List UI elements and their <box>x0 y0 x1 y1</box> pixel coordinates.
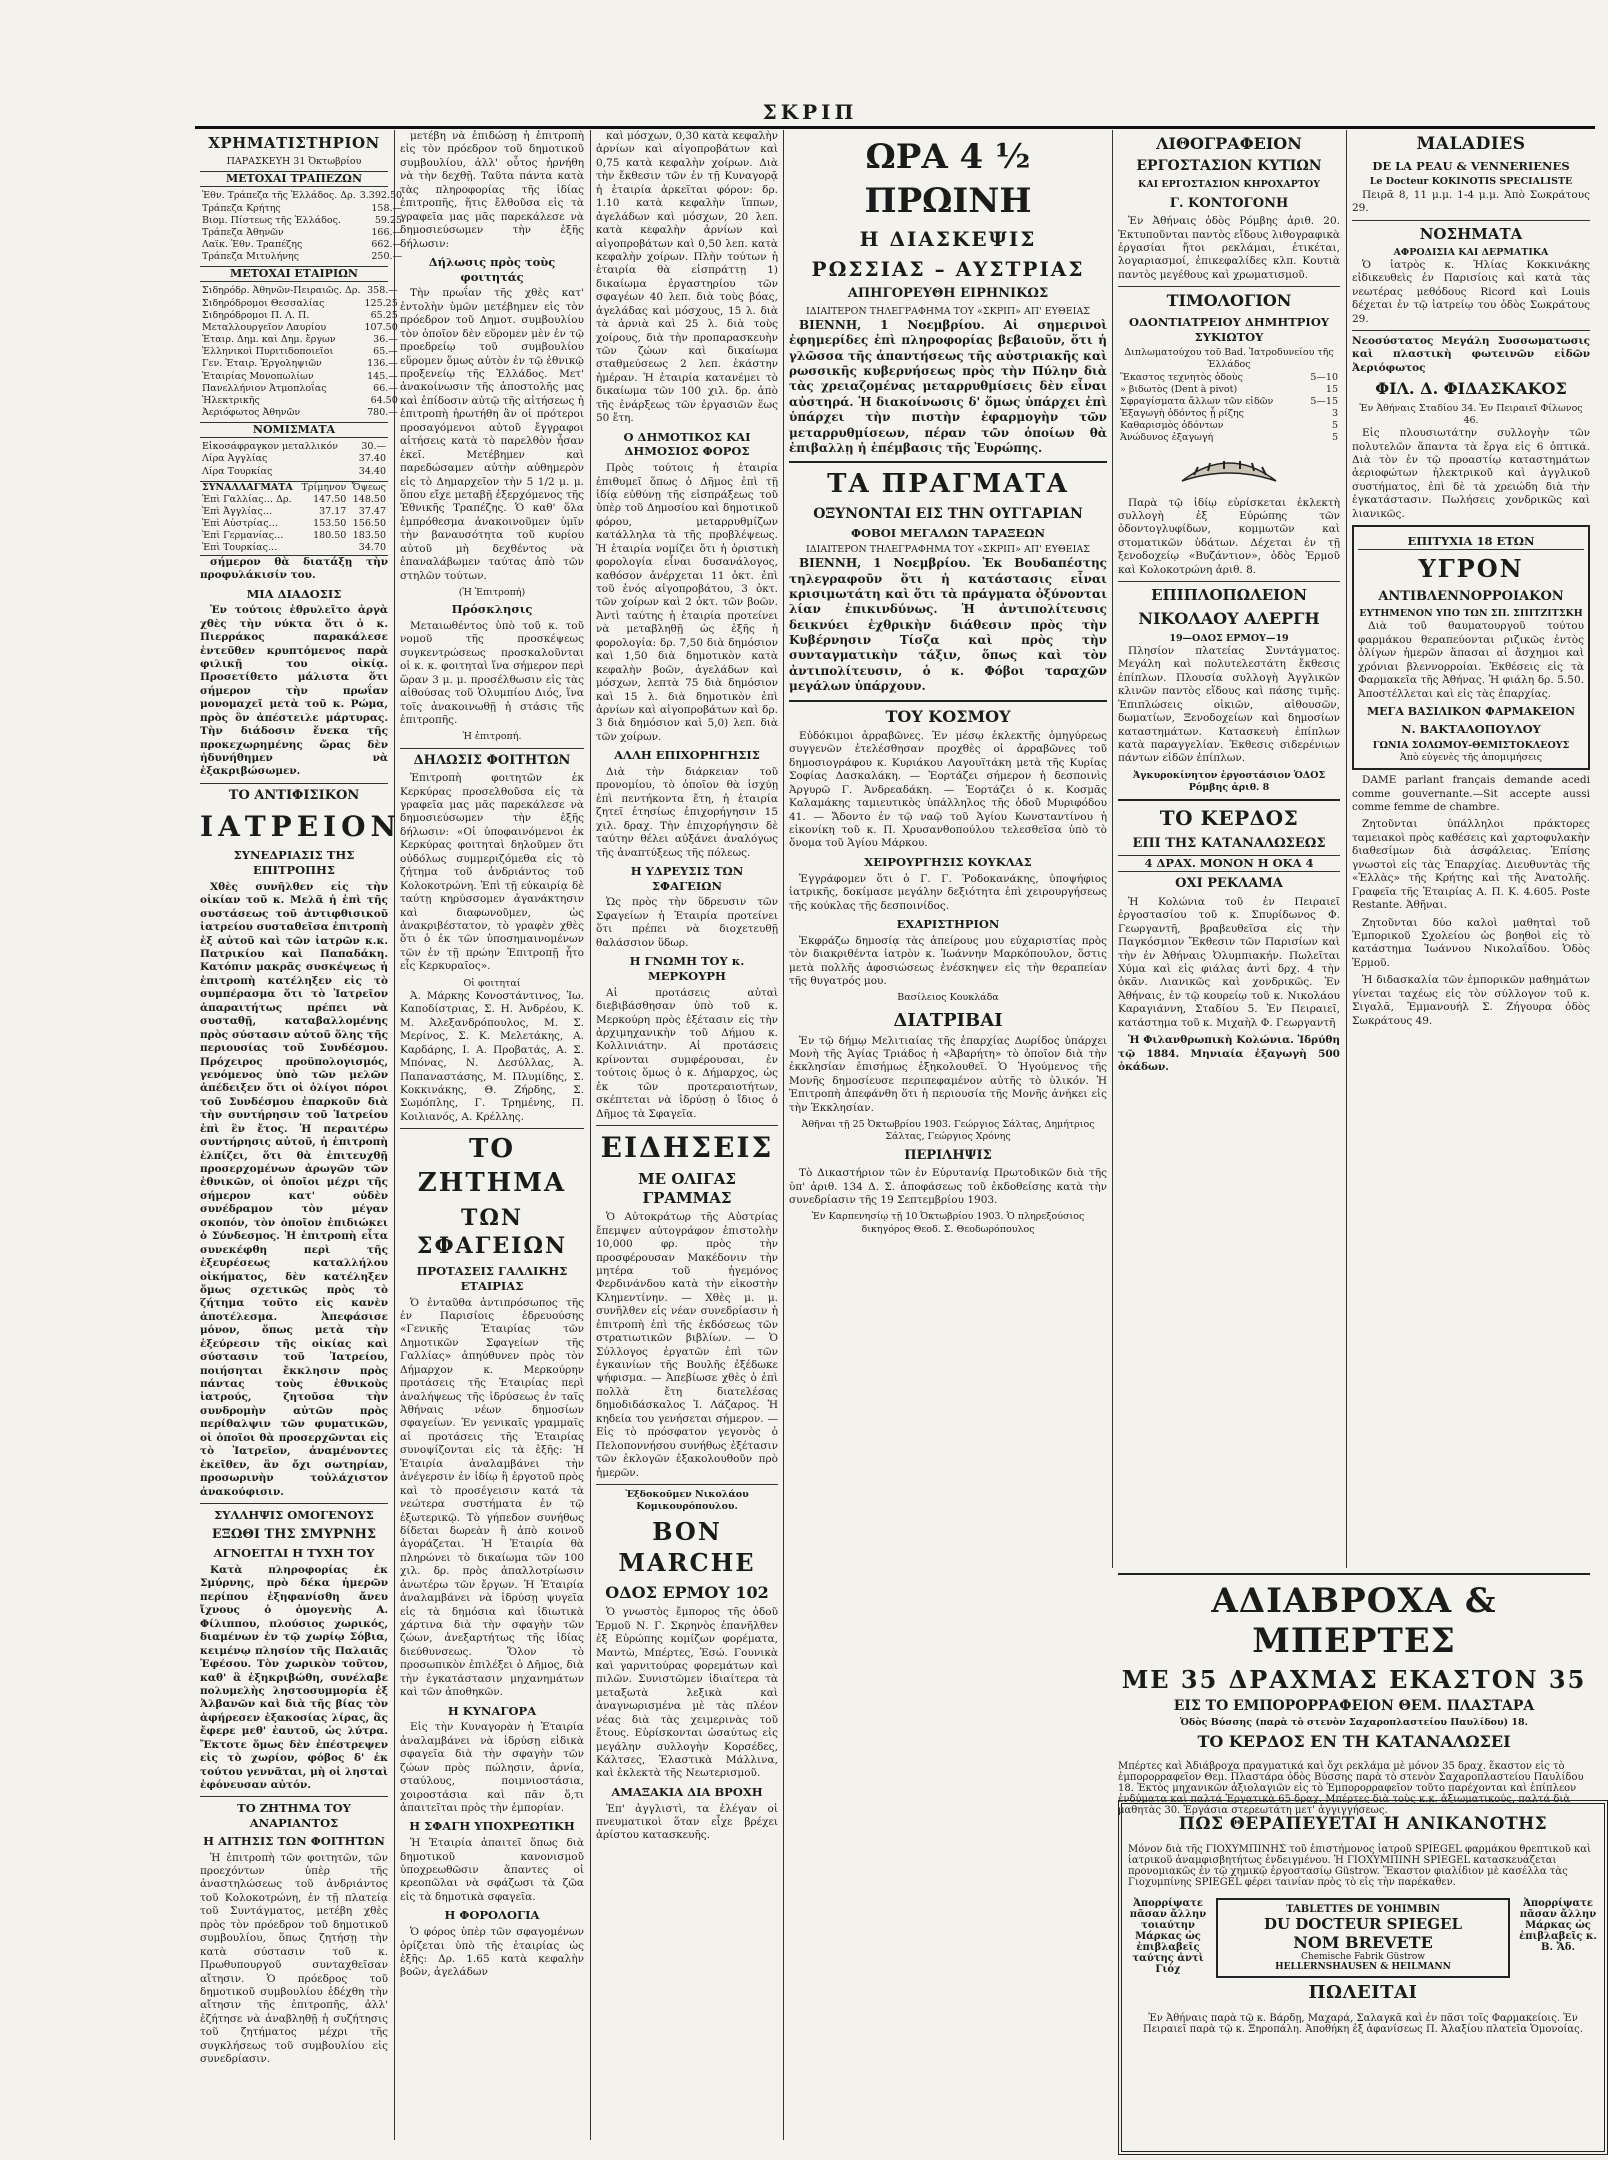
table-row <box>200 239 404 251</box>
newspaper-title: ΣΚΡΙΠ <box>762 100 858 124</box>
ad-headline: ΠΩΣ ΘΕΡΑΠΕΥΕΤΑΙ Η ΑΝΙΚΑΝΟΤΗΣ <box>1178 1814 1548 1834</box>
ad-headline: ΕΠΙΠΛΟΠΩΛΕΙΟΝ <box>1151 586 1307 605</box>
table-row <box>1118 384 1340 396</box>
table-cell: 250.— <box>371 251 403 263</box>
table-cell: Ὄψεως <box>351 481 386 493</box>
ad-owner: Γ. ΚΟΝΤΟΓΟΝΗ <box>1169 195 1289 211</box>
divider <box>1352 220 1590 221</box>
ad-address: 19—ΟΔΟΣ ΕΡΜΟΥ—19 <box>1169 632 1289 644</box>
ad-headline: ΤΙΜΟΛΟΓΙΟΝ <box>1166 291 1292 311</box>
table-cell: 37.40 <box>358 453 386 465</box>
article-subheading: Η ΣΦΑΓΗ ΥΠΟΧΡΕΩΤΙΚΗ <box>409 1819 575 1834</box>
currency-table <box>200 441 388 477</box>
table-row <box>200 298 400 310</box>
table-cell: 158.— <box>371 202 403 214</box>
ad-address: ΓΩΝΙΑ ΣΟΛΩΜΟΥ-ΘΕΜΙΣΤΟΚΛΕΟΥΣ <box>1372 739 1570 751</box>
table-cell: 37.17 <box>319 506 347 518</box>
side-note-right: Ἀπορρίψατε πᾶσαν ἄλλην Μάρκας ὡς ἐπιβλαβεῖς κ. Β. Ἄδ. <box>1519 1898 1597 1953</box>
signature: Βασίλειος Κουκλάδα <box>897 992 999 1004</box>
ad-headline: ΠΩΛΕΙΤΑΙ <box>1308 1982 1418 2003</box>
table-cell: Λίρα Τουρκίας <box>202 465 273 477</box>
table-row <box>200 285 400 297</box>
label-text: Chemische Fabrik Güstrow <box>1301 1952 1425 1962</box>
table-cell: 5 <box>1331 420 1338 432</box>
ad-text: Εἰς πλουσιωτάτην συλλογὴν τῶν πολυτελῶν ἅπαντα τὰ ἔργα εἰς 6 ὀπτικά. Διὰ τὸν ἐν τῷ προαστίῳ καταστημάτων ἀεριοφώτων ἠλεκτρικοῦ καὶ ἀγγλικοῦ συστήματος, ἐπὶ δὲ τὰ χρειώδη διὰ τὴν ἐγκατάστασιν. Πωλήσεις χονδρικῶς καὶ λιανικῶς. <box>1352 427 1590 520</box>
article-text: Εὐδόκιμοι ἀρραβῶνες. Ἐν μέσῳ ἐκλεκτῆς ὁμηγύρεως συγγενῶν ἐτελέσθησαν προχθὲς οἱ ἀρραβῶνες τοῦ δημοσιογράφου κ. Κυριάκου Λαγουϊτάκη μετὰ τῆς Κυρίας Σοφίας Δασκαλάκη. — Ἑορτάζει σήμερον ἡ δεσποινὶς Ἀργυρῶ Γ. Ἀνδρεαδάκη. — Ἑορτάζει ὁ κ. Κοσμᾶς Καλαμάκης ταμιευτικὸς ὑπάλληλος τῆς ὁδοῦ Μυριφόδου 41. — Ἄδοντο ἐν τῷ ναῷ τοῦ Ἁγίου Κωνσταντίνου ἡ εἰκονίκη τοῦ κ. Π. Χρυσανθοπούλου τελεσθεῖσα ὑπὸ τὸ ὄνομα τοῦ Ἁγίου Μάρκου. <box>789 729 1107 850</box>
table-row <box>1118 420 1340 432</box>
table-row <box>1118 396 1340 408</box>
ad-text: Παρὰ τῷ ἰδίῳ εὑρίσκεται ἐκλεκτὴ συλλογὴ ἐξ Εὐρώπης τῶν ὀδοντογλυφίδων, κομμωτῶν καὶ στοματικῶν ὑδάτων. Δέχεται ἐν τῇ ξενοδοχείῳ «Βυζάντιον», ὁδὸς Ἑρμοῦ καὶ Κολοκοτρώνη ἀριθ. 8. <box>1118 496 1340 576</box>
table-cell: 3.392.50 <box>359 190 403 202</box>
ad-subheading: Διπλωματούχου τοῦ Bad. Ἰατροδυνείου τῆς Ἑλλάδος <box>1124 347 1334 371</box>
currency-title: ΝΟΜΙΣΜΑΤΑ <box>200 422 388 438</box>
signature: Ἡ ἐπιτροπή. <box>462 731 522 743</box>
article-text: καὶ μόσχων, 0,30 κατὰ κεφαλὴν ἀρνίων καὶ αἰγοπροβάτων καὶ 0,75 κατὰ κεφαλὴν χοίρων. Διὰ τὴν ἔκθεσιν τῶν ἐν τῇ Κυναγορᾷ ἡ ἑταιρία ἀρκεῖται φόρον: δρ. 1.10 κατὰ κεφαλὴν ἵππων, ἀγελάδων καὶ μόσχων, 20 λεπ. κατὰ κεφαλὴν ἀρνίων καὶ αἰγοπροβάτων καὶ 0,50 λεπ. κατὰ κεφαλὴν χοίρων. Πλὴν τούτων ἡ ἑταιρία θὰ εἰσπράττῃ 1) δικαίωμα ἐργαστηρίου τῶν σφαγέων 40 λεπ. διὰ τοὺς βόας, ἀγελάδας καὶ μόσχους, 15 λ. διὰ τὰ ἀρνιὰ καὶ 25 λ. διὰ τοὺς χοίρους, διὰ τὴν προπαρασκευὴν τῶν ζώων καὶ δικαίωμα σταθμεύσεως 2 λεπ. ἑκάστην ἡμέραν. Ἡ ἑταιρία κατανέμει τὸ δικαίωμα τῶν 100 χιλ. δρ. ἀπὸ τῆς ἐνάρξεως τῶν ἐργασιῶν ἕως 50 ἔτη. <box>596 130 778 425</box>
table-cell: Ἐπὶ Γαλλίας… Δρ. <box>202 493 292 505</box>
telegram-line: ΙΔΙΑΙΤΕΡΟΝ ΤΗΛΕΓΡΑΦΗΜΑ ΤΟΥ «ΣΚΡΙΠ» ΑΠ' ΕΥΘΕΙΑΣ <box>805 544 1091 556</box>
article-heading: ΜΙΑ ΔΙΑΔΟΣΙΣ <box>246 586 342 601</box>
ad-headline: ΛΙΘΟΓΡΑΦΕΙΟΝ <box>1156 134 1302 153</box>
column-divider <box>590 130 591 2140</box>
table-cell: Γεν. Ἑταιρ. Ἐργοληψιῶν <box>202 358 322 370</box>
ad-text: Ἀπὸ εὐγενὲς τῆς ἀπομιμήσεις <box>1399 751 1543 763</box>
column-divider <box>1346 130 1347 1568</box>
table-row <box>200 203 404 215</box>
table-cell: 34.40 <box>358 465 386 477</box>
masthead-rule <box>195 126 1595 129</box>
signature: Ἀθῆναι τῇ 25 Ὀκτωβρίου 1903. Γεώργιος Σάλτας, Δημήτριος Σάλτας, Γεώργιος Χρόνης <box>801 1119 1095 1143</box>
fx-table <box>200 481 388 556</box>
bank-shares-table <box>200 190 404 263</box>
breaking-headline: ΩΡΑ 4 ½ ΠΡΩΙΝΗ <box>864 137 1032 221</box>
article-subheading: ΑΛΛΗ ΕΠΙΧΟΡΗΓΗΣΙΣ <box>614 748 760 763</box>
ad-price: 4 ΔΡΑΧ. ΜΟΝΟΝ Η ΟΚΑ 4 <box>1118 855 1340 872</box>
column-4 <box>789 130 1107 1565</box>
table-cell: Ἐπὶ Τουρκίας… <box>202 542 278 554</box>
article-subheading: ΜΕ ΟΛΙΓΑΣ ΓΡΑΜΜΑΣ <box>638 1169 736 1208</box>
ad-subheading: ΕΠΙ ΤΗΣ ΚΑΤΑΝΑΛΩΣΕΩΣ <box>1132 835 1326 851</box>
ad-text: Ἡ διδασκαλία τῶν ἐμπορικῶν μαθημάτων γίνεται ταχέως εἰς τὸν σύλλογον τοῦ κ. Σιγαλᾶ, Ἐμμανουήλ Σ. Ζήγουρα ὁδὸς Σωκράτους 49. <box>1352 974 1590 1027</box>
table-cell: 64.50 <box>370 394 398 406</box>
masthead <box>0 0 1600 130</box>
article-text: ΒΙΕΝΝΗ, 1 Νοεμβρίου. Αἱ σημερινοὶ ἐφημερίδες ἐπὶ πληροφορίας βεβαιοῦν, ὅτι ἡ γλῶσσα τῆς ἀπαντήσεως τῆς αὐστριακῆς καὶ ρωσσικῆς κυβερνήσεως πρὸς τὴν Πύλην διὰ τὰς χρειαζομένας μεταρρυθμίσεις δὲν εἶναι αὐστηρά. Ἡ διακοίνωσις δ' ὅμως ὑπάρχει ἐπὶ ὑπάρχει τὴν πιστὴν ἐφαρμογὴν τῶν μεταρρυθμίσεων, πέραν τῶν ὁποίων θὰ ἐπιβαλλῃ ἡ ἐπέμβασις τῆς Ἐυρώπης. <box>789 318 1107 455</box>
ad-text: Μόνον διὰ τῆς ΓΙΟΧΥΜΠΙΝΗΣ τοῦ ἐπιστήμονος ἰατροῦ SPIEGEL φαρμάκου θρεπτικοῦ καὶ ἰατρικοῦ ἀναμφισβητήτως ἐνδειγμένου. Ἡ ΓΙΟΧΥΜΠΙΝΗ SPIEGEL κατασκευάζεται προνομιακῶς ἐν τῷ χημικῷ ἐργοστασίῳ Güstrow. Ἕκαστον φιαλίδιον μὲ κασέλλα τὰς Γιοχυμπίνης SPIEGEL φέρει ταινίαν πρὸς τὸ εἰς τὴν παρέκαθεν. <box>1128 1844 1591 1888</box>
column-divider <box>394 130 395 2140</box>
article-text: Τὴν πρωΐαν τῆς χθὲς κατ' ἐντολὴν ὑμῶν μετέβημεν εἰς τὸν πρόεδρον τοῦ Δημοτ. συμβουλίου τὸν ὁποῖον δὲν εὕρομεν μὲν ἐν τῷ προεδρείῳ τοῦ συμβουλίου εὕρομεν ὅμως αὐτὸν ἐν τῷ ἐθνικῷ προξενείῳ τῆς Ἑλλάδος. Μετ' ἀνακοίνωσιν τῆς ἀποστολῆς μας καὶ ἐπίδοσιν αὐτῷ τῆς αἰτήσεως ἡ ἐπιτροπὴ ἠρωτήθη ἂν οἱ πρότεροι προσαγόμενοι αὐτοῦ ἔγγραφοι αἰτήσεις κατὰ τὸ παρελθὸν ἦσαν ἐκεῖ. Μετέβημεν καὶ παρεδώσαμεν αὐτὴν αὐθημερὸν εἰς τὸ Δημαρχεῖον τὴν 5 1/2 μ. μ. ὅπου εἴχε μεταβῇ ἐξερχόμενος τῆς Ἐθνικῆς Τραπέζης. Ὁ καθ' ὅλα ἐμπρόθεσμα ἀνακοινοῦμεν ὑμῖν τὴν βαναυσότητα τοῦ κυρίου αὐτοῦ μὴ δεχθέντος νὰ ἐπαναλάβωμεν ταύτας ἀπὸ τῶν στηλῶν τούτων. <box>400 287 584 582</box>
ad-subheading: ΑΦΡΟΔΙΣΙΑ ΚΑΙ ΔΕΡΜΑΤΙΚΑ <box>1393 246 1549 258</box>
table-cell: 148.50 <box>352 493 386 505</box>
article-text: Ἡ ἐπιτροπὴ τῶν φοιτητῶν, τῶν προεχόντων ὑπὲρ τῆς ἀναστηλώσεως τοῦ ἀνδριάντος τοῦ Κολοκοτρώνη, ἐν τῇ πλατείᾳ τοῦ Συντάγματος, μετέβη χθὲς πρὸς τὸν πρόεδρον τοῦ δημοτικοῦ συμβουλίου, ὅπως ζητήσῃ τὴν κατὰ σύστασιν τοῦ κ. Πρωθυπουργοῦ συνταχθεῖσαν αἴτησιν. Ὁ πρόεδρος τοῦ δημοτικοῦ συμβουλίου ἐδέχθη τὴν αἴτησιν τῆς ἐπιτροπῆς, ἀλλ' ἐζήτησε νὰ ἀναβληθῇ ἡ συζήτησις τοῦ ζητήματος μέχρι τῆς συγκλήσεως τοῦ συμβουλίου εἰς συνεδρίασιν. <box>200 1851 388 2066</box>
table-cell: Ἐπὶ Αὐστρίας… <box>202 518 279 530</box>
article-heading: Πρόσκλησις <box>451 602 533 617</box>
table-row <box>200 334 400 346</box>
article-heading: ΕΧΑΡΙΣΤΗΡΙΟΝ <box>896 916 1000 931</box>
article-subheading: ΑΓΝΟΕΙΤΑΙ Η ΤΥΧΗ ΤΟΥ <box>213 1546 375 1561</box>
divider <box>789 700 1107 702</box>
table-cell: Σιδηρόδρ. Ἀθηνῶν-Πειραιῶς. Δρ. <box>202 285 361 297</box>
table-cell: Τράπεζα Κρήτης <box>202 202 281 214</box>
table-cell: Καθαρισμὸς ὀδόντων <box>1120 420 1224 432</box>
ad-owner: ΦΙΛ. Δ. ΦΙΔΑΣΚΑΚΟΣ <box>1375 379 1567 399</box>
article-text: Τὸ Δικαστήριον τῶν ἐν Εὐρυτανίᾳ Πρωτοδικῶν διὰ τῆς ὑπ' ἀριθ. 134 Δ. Σ. ἀποφάσεως τοῦ ἐκδοθείσης κατὰ τὴν συνεδρίασιν τῆς 19 Σεπτεμβρίου 1903. <box>789 1167 1107 1207</box>
column-divider <box>783 130 784 2140</box>
ad-subheading: ΕΥΤΗΜΕΝΟΝ ΥΠΟ ΤΩΝ ΣΠ. ΣΠΙΤΖΙΤΣΚΗ <box>1359 608 1583 620</box>
article-heading: ΤΟ ΖΗΤΗΜΑ ΤΟΥ ΑΝΑΡΙΑΝΤΟΣ <box>237 1801 351 1831</box>
article-text: ΒΙΕΝΝΗ, 1 Νοεμβρίου. Ἐκ Βουδαπέστης τηλεγραφοῦν ὅτι ἡ κατάστασις εἶναι κρισιμωτάτη καὶ ὅτι τὰ πράγματα ὀξύνονται λίαν ἐπικινδύνως. Ἡ ἀντιπολίτευσις δεικνύει ἐχθρικὴν διάθεσιν πρὸς τὴν Κυβέρνησιν Τίσζα καὶ πρὸς τὴν συνταγματικὴν τάξιν, ὅπως καὶ τὸν ἀντιπολίτευσιν, ὁ κ. Φόβοι ταραχῶν μεγάλων ὑπάρχουν. <box>789 556 1107 694</box>
signature: (Ἡ Ἐπιτροπή) <box>458 587 526 598</box>
table-cell: 65.— <box>373 346 398 358</box>
company-shares-title: ΜΕΤΟΧΑΙ ΕΤΑΙΡΙΩΝ <box>200 266 388 282</box>
table-cell: Σιδηρόδρομοι Θεσσαλίας <box>202 297 325 309</box>
divider <box>596 1484 778 1485</box>
ad-address: Ὁδὸς Βύσσης (παρὰ τὸ στενὸν Σαχαροπλαστείου Παυλίδου) 18. <box>1180 1717 1528 1728</box>
table-row <box>200 358 400 370</box>
divider <box>400 748 584 749</box>
article-headline: ΠΕΡΙΛΗΨΙΣ <box>904 1147 992 1163</box>
table-cell: 183.50 <box>352 530 386 542</box>
article-subheading: ΟΞΥΝΟΝΤΑΙ ΕΙΣ ΤΗΝ ΟΥΓΓΑΡΙΑΝ <box>813 505 1083 522</box>
table-cell: 662.— <box>371 239 403 251</box>
ad-text: Ἐν Ἀθήναις ὁδὸς Ρόμβης ἀριθ. 20. Ἐκτυποῦνται παντὸς εἴδους λιθογραφικὰ ἐργασίαι ἤτοι ρεκλάμαι, ἐτικέται, λογαριασμοί, ἐπικεφαλίδες κλπ. Κουτιὰ παντὸς μεγέθους καὶ χρωματισμοῦ. <box>1118 215 1340 281</box>
table-cell: Ἀνώδυνος ἐξαγωγή <box>1120 432 1214 444</box>
table-row <box>200 441 388 453</box>
ad-subheading: ΤΟ ΚΕΡΔΟΣ ΕΝ ΤΗ ΚΑΤΑΝΑΛΩΣΕΙ <box>1197 1732 1511 1751</box>
table-cell: Ἑταιρίας Μονοπωλίων <box>202 370 314 382</box>
table-row <box>200 506 388 518</box>
price-table <box>1118 372 1340 445</box>
table-cell: Ἐπὶ Ἀγγλίας… <box>202 506 273 518</box>
table-row <box>200 383 400 395</box>
ad-headline: ΝΟΣΗΜΑΤΑ <box>1419 224 1523 243</box>
table-cell: ΣΥΝΑΛΛΑΓΜΑΤΑ <box>202 481 293 493</box>
table-cell: Ἐξαγωγὴ ὀδόντος ᾗ ρίζης <box>1120 408 1244 420</box>
column-1 <box>200 130 403 2130</box>
article-text: μετέβη νὰ ἐπιδώσῃ ἡ ἐπιτροπὴ εἰς τὸν πρόεδρον τοῦ δημοτικοῦ συμβουλίου, ἀλλ' οὗτος ἠρνήθη νὰ τὴν δεχθῇ. Ταῦτα πάντα κατὰ τὰς πληροφορίας τῆς ἰδίας ἐπιτροπῆς, ἥτις ἔλθοῦσα εἰς τὰ γραφεῖα μας μᾶς παρεκάλεσε νὰ δημοσιεύσωμεν τὴν ἑξῆς δήλωσιν: <box>400 130 584 250</box>
ad-owner: ΝΙΚΟΛΑΟΥ ΑΛΕΡΓΗ <box>1138 609 1320 629</box>
ad-price: ΜΕ 35 ΔΡΑΧΜΑΣ ΕΚΑΣΤΟΝ 35 <box>1121 1665 1587 1694</box>
article-text: Αἱ προτάσεις αὐταὶ διεβιβάσθησαν ὑπὸ τοῦ κ. Μερκούρη πρὸς ἐξέτασιν εἰς τὴν ἀρχιμηχανικὴν τοῦ Δήμου κ. Κολλινιάτην. Αἱ προτάσεις κρίνονται συμφέρουσαι, ἐν τούτοις ὅμως ὁ κ. Δήμαρχος, ὡς ἐκ τῶν προτεραιοτήτων, σκέπτεται νὰ ἱδρύσῃ ὁ ἴδιος ὁ Δῆμος τὰ Σφαγεῖα. <box>596 986 778 1120</box>
article-headline: ΕΞΩΘΙ ΤΗΣ ΣΜΥΡΝΗΣ <box>211 1526 377 1542</box>
label-text: NOM BREVETE <box>1293 1933 1433 1952</box>
table-cell: 3 <box>1331 408 1338 420</box>
ad-text: Νεοσύστατος Μεγάλη Συσσωματωσις καὶ πλαστικὴ φωτεινῶν εἰδῶν Ἀεριόφωτος <box>1352 335 1590 374</box>
divider <box>1352 330 1590 331</box>
divider <box>1118 799 1340 801</box>
article-text: Χθὲς συνῆλθεν εἰς τὴν οἰκίαν τοῦ κ. Μελᾶ ἡ ἐπὶ τῆς συστάσεως τοῦ ἀντιφθισικοῦ ἰατρείου συσταθεῖσα ἐπιτροπὴ ἐξ αὐτοῦ καὶ τῶν ἰατρῶν κ.κ. Πατρικίου καὶ Παπαδάκη. Κατόπιν μακρᾶς συσκέψεως ἡ ἐπιτροπὴ κατέληξεν εἰς τὸ συμπέρασμα ὅτι τὸ Ἰατρεῖον ἀπαραιτήτως πρέπει νὰ συσταθῇ, καταβαλλομένης πρὸς σύστασιν αὐτοῦ ὅλης τῆς περιουσίας τοῦ Συνδέσμου. Πρόχειρος προϋπολογισμός, γενόμενος ὑπὸ τῶν μελῶν ἀπέδειξεν ὅτι οἱ ὀλίγοι πόροι τοῦ Συνδέσμου ἐπαρκοῦν διὰ τὴν συντήρησιν τοῦ Ἰατρείου ἐπὶ ἓν ἔτος. Ἡ περαιτέρω συντήρησις αὐτοῦ, ἡ ἐπιτροπὴ ἐλπίζει, ὅτι θὰ ἐπιτευχθῇ προσερχομένων ἀρωγῶν τῶν ἐθνικῶν, οἱ ὁποῖοι μέχρι τῆς σήμερον κατ' οὐδὲν συνέδραμον τὸν μέγαν σκοπόν, τὸν ὁποῖον ἐπιδιώκει ὁ Σύνδεσμος. Ἡ ἐπιτροπὴ εἶτα συνεκέφθη περὶ τῆς ἐξευρέσεως καταλλήλου οἰκήματος, δὲν κατέληξεν ὅμως σχετικῶς πρὸς τὸ ζήτημα τοῦτο εἰς κανὲν ἀποτέλεσμα. Ἀπεφάσισε μόνον, ὅπως μετὰ τὴν ἐξεύρεσιν τῆς οἰκίας καὶ σύστασιν τοῦ Ἰατρείου, ποιήσηται ἔκκλησιν πρὸς πάντας τοὺς ἐθνικοὺς ἰατρούς, ζητοῦσα τὴν συνδρομὴν αὐτῶν πρὸς περίθαλψιν τῶν φυματικῶν, οἱ ὁποῖοι θὰ προσερχῶνται εἰς τὸ Ἰατρεῖον, ἀναμένοντες ἐκεῖθεν, ἂν ὄχι σωτηρίαν, προσωρινὴν τοὐλάχιστον ἀνακούφισιν. <box>200 880 388 1498</box>
ad-text: Ἡ Φιλανθρωπικὴ Κολώνια. Ἱδρύθη τῷ 1884. Μηνιαία ἐξαγωγὴ 500 ὀκάδων. <box>1118 1034 1340 1073</box>
article-headline: ΤΟΥ ΚΟΣΜΟΥ <box>885 706 1011 726</box>
article-headline: ΤΑ ΠΡΑΓΜΑΤΑ <box>827 469 1069 500</box>
ad-text: Πλησίον πλατείας Συντάγματος. Μεγάλη καὶ πολυτελεστάτη ἔκθεσις ἐπίπλων. Πλουσία συλλογὴ Ἀγγλικῶν κλινῶν παντὸς εἴδους καὶ πάσης τιμῆς. Ἐπιπλώσεις οἰκιῶν, αἰθουσῶν, δωματίων, Ξενοδοχείων καὶ δημοσίων καταστημάτων. Κατασκευὴ ἐπίπλων κατὰ παραγγελίαν. Ἐκθεσις σιδερένιων πάντων εἰδῶν ἐπίπλων. <box>1118 644 1340 765</box>
table-cell: 36.— <box>373 334 398 346</box>
ad-headline: ΜΕΓΑ ΒΑΣΙΛΙΚΟΝ ΦΑΡΜΑΚΕΙΟΝ <box>1366 705 1576 719</box>
company-shares-table <box>200 285 400 419</box>
ad-text: Ζητοῦνται ὑπάλληλοι πράκτορες ταμειακοὶ πρὸς καθέσεις καὶ χαρτοφυλακὴν διαθεσίμων διὰ ἀσφάλειας. Ἐπίσης γνωστοὶ εἰς τὰς Ἐπαρχίας. Διευθυντὰς τῆς «Ἑλλὰς» τῆς Κρήτης καὶ τῆς Ἀνατολῆς. Γραφεῖα τῆς Ἑταιρίας Α. Π. Κ. 4.605. Poste Restante. Ἀθῆναι. <box>1352 818 1590 912</box>
table-row <box>200 453 388 465</box>
article-text: Ἐγγράφομεν ὅτι ὁ Γ. Γ. Ῥοδοκανάκης, ὑποψήφιος ἰατρικῆς, δοκίμασε μεγάλην δεξιότητα ἐπὶ χειρουργήσεως τῆς κούκλας τῆς δεσποινίδος. <box>789 872 1107 912</box>
ad-headline: ΑΝΤΙΒΛΕΝΝΟΡΡΟΙΑΚΟΝ <box>1378 588 1564 604</box>
cure-ad-box <box>1118 1800 1608 2155</box>
table-row <box>200 310 400 322</box>
table-row <box>200 530 388 542</box>
table-row <box>200 542 388 555</box>
table-cell: Ἐπὶ Γερμανίας… <box>202 530 284 542</box>
article-heading: ΤΟ ΑΝΤΙΦΙΣΙΚΟΝ <box>228 787 360 803</box>
table-row <box>200 371 400 383</box>
table-cell: Ἑλληνικοὶ Πυριτιδοποιεῖοι <box>202 346 334 358</box>
ad-address: ΟΔΟΣ ΕΡΜΟΥ 102 <box>605 1582 769 1602</box>
article-text: Ὁ ἐνταῦθα ἀντιπρόσωπος τῆς ἐν Παρισίοις ἑδρευούσης «Γενικῆς Ἑταιρίας τῶν Δημοτικῶν Σφαγείων τῆς Γαλλίας» ἀπηύθυνεν πρὸς τὸν Δήμαρχον κ. Μερκούρην προτάσεις τῆς Ἑταιρίας περὶ ἀναλήψεως τῆς ἰδρύσεως ἐν ταῖς Ἀθήναις νέων δημοσίων σφαγείων. Ἐν γενικαῖς γραμμαῖς αἱ προτάσεις τῆς Ἑταιρίας συνοψίζονται εἰς τὰ ἑξῆς: Ἡ Ἑταιρία ἀναλαμβάνει τὴν ἀνέγερσιν ἐν ἰδίῳ ἢ ἐργοτοῦ πρὸς καὶ τὸ προσέγεισιν κατά τὰ νεώτερα συστήματα ἐν τῷ ἐξωτερικῷ. Τὸ γήπεδον συνήθως δίδεται δωρεὰν ἢ ἀπὸ κοινοῦ ἀγοράζεται. Ἡ Ἑταιρία θὰ πληρώνει τὸ δικαίωμα τῶν 100 χιλ. δρ. πρὸς ἀπαλλοτρίωσιν ἀνωτέρω τῶν ἔργων. Ἡ Ἑταιρία ἀναλαμβάνει νὰ ἱδρύσῃ ψυγεῖα εἰς τὰ δημόσια καὶ ἰδιωτικὰ χάρτινα διὰ τὴν σφαγὴν τῶν ζώων, ἀνεξαρτήτως τῆς ἰδίας διεύθυνσεως. Ὅλον τὸ προσωπικὸν ἐπιλέξει ὁ Δῆμος, διὰ τὴν ἐγκατάστασιν μηχανημάτων καὶ τῶν ἀποθηκῶν. <box>400 1296 584 1699</box>
table-cell: Σιδηρόδρομοι Π. Λ. Π. <box>202 309 310 321</box>
product-label <box>1216 1898 1510 1978</box>
article-headline: Η ΔΙΑΣΚΕΨΙΣ <box>859 227 1037 252</box>
table-cell: 780.— <box>367 407 398 418</box>
table-cell: 166.— <box>371 226 403 238</box>
table-cell: 5—10 <box>1310 371 1338 383</box>
ad-headline: ΥΓΡΟΝ <box>1418 553 1524 583</box>
ad-text: Ὁ γνωστὸς ἔμπορος τῆς ὁδοῦ Ἑρμοῦ Ν. Γ. Σκρηνὸς ἐπανῆλθεν ἐξ Εὐρώπης κομίζων φορέματα, Μαντὼ, Μπέρτες, Ἐσώ. Γουνικὰ καὶ γαρνιτούρας φορεμάτων καὶ πιλῶν. Συνιστῶμεν ἰδιαίτερα τὰ μεταξωτὰ λεξικὰ καὶ ἀναγνωρισμένα μὲ τὰς πλέον νέας διὰ τὰς χειμερινὰς τοῦ ἔτους. Εὑρίσκονται ὡσαύτως εἰς μεγάλην συλλογὴν Κορσέδες, Κάλτσες, Ἐλαστικὰ Μάλλινα, καὶ ἐκλεκτὰ τῆς Νεωτερισμοῦ. <box>596 1606 778 1780</box>
article-headline: ΤΟ ΖΗΤΗΜΑ <box>417 1134 567 1198</box>
remedy-ad-box <box>1352 525 1590 770</box>
ad-text: DAME parlant français demande acedi comme gouvernante.—Sit accepte aussi comme femme de chambre. <box>1352 774 1590 814</box>
column-divider <box>1112 130 1113 1568</box>
article-headline: ΤΩΝ ΣΦΑΓΕΙΩΝ <box>416 1204 568 1259</box>
article-subheading: Ο ΔΗΜΟΤΙΚΟΣ ΚΑΙ ΔΗΜΟΣΙΟΣ ΦΟΡΟΣ <box>623 429 751 459</box>
table-cell: Βιομ. Πίστεως τῆς Ἑλλάδος. <box>202 214 341 226</box>
ad-headline: MALADIES <box>1416 134 1526 154</box>
ad-text: Ἡ Κολώνια τοῦ ἐν Πειραιεῖ ἐργοστασίου τοῦ κ. Σπυρίδωνος Φ. Γεωργαντῆ, βραβευθεῖσα εἰς τὴν Παγκόσμιον Ἔκθεσιν τῶν Παρισίων καὶ τὴν ἐν Ἀθήναις Ὀλυμπιακήν. Πωλεῖται Χύμα καὶ εἰς φιάλας ἀντὶ δρχ. 4 τὴν ὀκᾶν. Λιανικῶς καὶ χονδρικῶς. Ἐν Ἀθήναις, ἐν τῷ κουρείῳ τοῦ κ. Νικολάου Καραγιάννη, Σταδίου 5. Ἐν Πειραιεῖ, κατάστημα τοῦ κ. Μιχαὴλ Φ. Γεωργαντῆ <box>1118 895 1340 1029</box>
table-cell: 37.47 <box>358 506 386 518</box>
table-cell: 145.— <box>367 370 398 382</box>
table-cell: Τρίμηνον <box>301 481 347 493</box>
ad-address: Ἀγκυροκίνητον ἐργοστάσιον ὉΔΟΣ Ρόμβης ἀριθ. 8 <box>1132 769 1326 794</box>
divider <box>1118 581 1340 582</box>
table-cell: 107.50 <box>364 321 398 333</box>
divider <box>400 1128 584 1129</box>
table-row <box>200 251 404 263</box>
table-cell: Ἠλεκτρικῆς <box>202 394 260 406</box>
table-row <box>200 395 400 407</box>
ad-subheading: DE LA PEAU & VENNERIENES <box>1372 158 1570 173</box>
table-cell: 136.— <box>367 358 398 370</box>
signature: Ἐν Καρπενησίῳ τῇ 10 Ὀκτωβρίου 1903. Ὁ πληρεξούσιος δικηγόρος Θεοδ. Σ. Θεοδωρόπουλος <box>811 1211 1085 1235</box>
article-heading: ΧΕΙΡΟΥΡΓΗΣΙΣ ΚΟΥΚΛΑΣ <box>864 854 1032 869</box>
table-cell: 15 <box>1325 383 1338 395</box>
table-cell: 358.— <box>367 285 398 297</box>
table-cell: 180.50 <box>313 530 347 542</box>
label-text: HELLERNSHAUSEN & HEILMANN <box>1275 1962 1451 1972</box>
table-row <box>200 494 388 506</box>
article-text: Κατὰ πληροφορίας ἐκ Σμύρνης, πρὸ δέκα ἡμερῶν περίπου ἐξηφανίσθη ἄνευ ἴχνους ὁ ὁμογενὴς Α. Φίλιππου, πλούσιος χωρικός, διαμένων ἐν τῷ χωρίῳ Σόβια, κειμένῳ πλησίον τῆς Παλαιᾶς Ἐφέσου. Τὸν χωρικὸν τοῦτον, καθ' ἃ ἐξηκριβώθη, συνέλαβε πολυμελὴς ληστοσυμμορία ἐξ Ἀλβανῶν καὶ διὰ τῆς βίας τὸν ἀφήρεσεν ἐξακοσίας λίρας, ἃς ἔφερε μεθ' ἑαυτοῦ, ὡς λύτρα. Ἔκτοτε ὅμως δὲν ἐπέστρεψεν εἰς τὸ χωρίον, φόβος δ' ἐκ τούτου γεννᾶται, μὴ οἱ λησταὶ ἐφόνευσαν αὐτόν. <box>200 1564 388 1791</box>
ad-text: Μπέρτες καὶ Ἀδιάβροχα πραγματικά καὶ ὄχι ρεκλάμα μὲ μόνον 35 δραχ. ἕκαστον εἰς τὸ ἐμπορορραφεῖον Θεμ. Πλαστάρα ὁδὸς Βύσσης παρὰ τὸ στενὸν Σαχαροπλαστείου Παυλίδου 18. Ἐκτὸς μηχανικῶν ἀξιολαγιῶν εἰς τὸ Ἐμπορορραφεῖον τοῦτο παρέχονται καὶ ἑπίπλεον ἐνδύματα καὶ παλτά Ἐργατικὰ 65 δραχ. Μπέρτες διὰ τοὺς κ.κ. ἀξιωματικούς, παλτά διὰ μαθητὰς 30. Ἐργάσια στερεωτάτη μετ' ἀγγιγγήσεως. <box>1118 1761 1584 1816</box>
ad-text: Ὁ ἰατρὸς κ. Ἠλίας Κοκκινάκης εἰδικευθεὶς ἐν Παρισίοις καὶ κατὰ τὰς νεωτέρας μεθόδους Ricord καὶ Louis δέχεται ἐν τῷ ἰατρείῳ του ὁδὸς Σωκράτους 29. <box>1352 258 1590 325</box>
signature: Οἱ φοιτηταί <box>463 977 521 989</box>
article-headline: ΕΙΔΗΣΕΙΣ <box>600 1131 774 1165</box>
table-cell: 65.25 <box>370 309 398 321</box>
table-cell <box>298 542 348 555</box>
table-cell: Λαϊκ. Ἐθν. Τραπέζης <box>202 239 303 251</box>
ad-text: Ζητοῦνται δύο καλοὶ μαθηταὶ τοῦ Ἐμπορικοῦ Σχολείου ὡς βοηθοὶ εἰς τὸ κατάστημα Ἰωάννου Νικολαΐδου. Ὁδὸς Ἑρμοῦ. <box>1352 916 1590 969</box>
table-row <box>200 190 404 202</box>
table-cell: 147.50 <box>313 493 347 505</box>
divider <box>789 461 1107 463</box>
ad-text: Πειρᾶ 8, 11 μ.μ. 1-4 μ.μ. Ἀπὸ Σωκράτους 29. <box>1352 188 1590 215</box>
ad-subheading: ΕΙΣ ΤΟ ΕΜΠΟΡΟΡΡΑΦΕΙΟΝ ΘΕΜ. ΠΛΑΣΤΑΡΑ <box>1173 1698 1535 1714</box>
exchange-title: ΧΡΗΜΑΤΙΣΤΗΡΙΟΝ <box>208 134 380 152</box>
column-2 <box>400 130 584 2130</box>
table-cell: 156.50 <box>352 518 386 530</box>
table-cell: Μεταλλουργεῖον Λαυρίου <box>202 321 327 333</box>
ad-headline: ΑΔΙΑΒΡΟΧΑ & ΜΠΕΡΤΕΣ <box>1211 1581 1497 1661</box>
exchange-date: ΠΑΡΑΣΚΕΥΗ 31 Ὀκτωβρίου <box>226 156 362 168</box>
article-text: Ἐν τούτοις ἐθρυλεῖτο ἀργὰ χθὲς τὴν νύκτα ὅτι ὁ κ. Πιερράκος παρακάλεσε ἐντεῦθεν κρυπτόμενος παρὰ φιλικῇ του οἰκίᾳ. Προσετίθετο μάλιστα ὅτι σήμερον τὴν πρωΐαν μονομαχεῖ μετὰ τοῦ κ. Ρώμα, πρὸς ὃν ἀπέστειλε μάρτυρας. Τὴν διάδοσιν ἕνεκα τῆς προκεχωρημένης ὥρας δὲν ἠδυνήθημεν νὰ ἐξακριβώσωμεν. <box>200 604 388 778</box>
table-cell: Ἀεριόφωτος Ἀθηνῶν <box>202 407 301 418</box>
table-header <box>200 481 388 494</box>
article-headline: ΔΙΑΤΡΙΒΑΙ <box>893 1009 1003 1031</box>
label-text: DU DOCTEUR SPIEGEL <box>1263 1915 1463 1933</box>
table-cell: Ἕκαστος τεχνητὸς ὀδοὺς <box>1120 371 1243 383</box>
article-headline: ΙΑΤΡΕΙΟΝ <box>200 809 402 843</box>
divider <box>200 1503 388 1504</box>
article-subheading: Η ΥΔΡΕΥΣΙΣ ΤΩΝ ΣΦΑΓΕΙΩΝ <box>630 864 744 893</box>
table-row <box>200 518 388 530</box>
column-6 <box>1352 130 1590 1565</box>
bank-shares-title: ΜΕΤΟΧΑΙ ΤΡΑΠΕΖΩΝ <box>200 171 388 187</box>
table-cell: 30.— <box>361 441 386 453</box>
table-cell: Λίρα Ἀγγλίας <box>202 453 268 465</box>
article-subheading: Η ΑΙΤΗΣΙΣ ΤΩΝ ΦΟΙΤΗΤΩΝ <box>203 1833 385 1848</box>
table-row <box>1118 432 1340 444</box>
article-text: Ἐπιτροπὴ φοιτητῶν ἐκ Κερκύρας προσελθοῦσα εἰς τὰ γραφεῖα μας μᾶς παρεκάλεσε νὰ δημοσιεύσωμεν τὴν ἑξῆς δήλωσιν: «Οἱ ὑποφαινόμενοι ἐκ Κερκύρας φοιτηταὶ δηλοῦμεν ὅτι οὐδόλως συμμεριζόμεθα εἰς τὸ ζήτημα τοῦ ἀνδριάντος τοῦ Κολοκοτρώνη. Ἐπὶ τῇ εὐκαιρίᾳ δὲ ταύτῃ κηρύσσομεν ἀγανάκτησιν καὶ διαφωνοῦμεν, ὡς ἀνακριβέστατον, τὸ γραφὲν χθὲς ὅτι ὁ ἐκ τῶν ὑποσημαινομένων τῶν ἐν τῇ πρώην Ἐπιτροπῇ ἦτο εἷς Κερκυραῖος». <box>400 772 584 973</box>
article-text: Μεταιωθέντος ὑπὸ τοῦ κ. τοῦ νομοῦ τῆς προσκέψεως συγκεντρώσεως προσκαλοῦνται οἱ κ. κ. φοιτηταὶ ἵνα σήμερον περὶ ὥραν 3 μ. μ. προσέλθωσιν εἰς τὰς αἰθούσας τοῦ Ὁλυμπίου Διός, ἵνα τοῖς ἀνακοινωθῇ ἡ στάσις τῆς ἐπιτροπῆς. <box>400 619 584 726</box>
divider <box>596 1125 778 1126</box>
ad-heading: ΑΜΑΞΑΚΙΑ ΔΙΑ ΒΡΟΧΗ <box>611 1784 763 1799</box>
article-subheading: Η ΚΥΝΑΓΟΡΑ <box>447 1703 537 1718</box>
article-text: Ὁ Αὐτοκράτωρ τῆς Αὐστρίας ἔπεμψεν αὐτογράφον ἐπιστολὴν 10,000 φρ. πρὸς τὴν προσφέρουσαν Μακέδονιν τὴν μητέρα τοῦ ἡγεμόνος Φερδινάνδου κατὰ τὴν εἰκοστὴν Κλημεντίνην. — Χθὲς μ. μ. συνῆλθεν εἰς νέαν συνεδρίασιν ἡ ἐπιτροπὴ ἐπὶ τῆς ἐκδόσεως τῶν στρατιωτικῶν βιβλίων. — Ὁ Σύλλογος ἐργατῶν ἐπὶ τῶν ἐγκαινίων τῆς Βουλῆς ἐξέδωκε ψήφισμα. — Ἀπεβίωσε χθὲς ὁ ἐπὶ πολλὰ ἔτη διατελέσας δημοδιδάσκαλος Ἰ. Λάζαρος. Ἡ κηδεία του γενήσεται σήμερον. — Εἰς τὸ πρόσφατον γεγονὸς ὁ Πελοποννήσου συνήθως ἐξέτασιν τῶν ἐκλογῶν ἐξακολουθοῦν πρὸ ἡμερῶν. <box>596 1211 778 1479</box>
article-text: σήμερον θὰ διατάξῃ τὴν προφυλάκισίν του. <box>200 555 388 582</box>
table-cell: 153.50 <box>313 518 347 530</box>
ad-text: Ἐν Ἀθήναις παρὰ τῷ κ. Βάρδῃ, Μαχαρά, Σαλαγκᾶ καὶ ἐν πᾶσι τοῖς Φαρμακείοις. Ἐν Πειραιεῖ παρὰ τῷ κ. Ξηροπάλη. Ἀποθήκη ἐξ ἀφανίσεως Π. Ἀλαξίου πλατεῖα Ὁμονοίας. <box>1143 2013 1583 2035</box>
table-row <box>200 227 404 239</box>
table-cell: Τράπεζα Ἀθηνῶν <box>202 226 284 238</box>
article-subheading: ΦΟΒΟΙ ΜΕΓΑΛΩΝ ΤΑΡΑΞΕΩΝ <box>850 526 1046 541</box>
table-cell: 66.— <box>373 382 398 394</box>
article-text: Ὁ φόρος ὑπὲρ τῶν σφαγομένων ὁρίζεται ὑπὸ τῆς ἑταιρίας ὡς ἑξῆς: Δρ. 1.65 κατὰ κεφαλὴν βοῶν, ἀγελάδων <box>400 1926 584 1979</box>
table-cell: Πανελλήνιον Ἀτμοπλοΐας <box>202 382 327 394</box>
ad-owner: Le Docteur KOKINOTIS SPECIALISTE <box>1369 176 1573 188</box>
article-text: Ὡς πρὸς τὴν ὕδρευσιν τῶν Σφαγείων ἡ Ἑταιρία προτείνει ὅτι πρέπει νὰ διοχετευθῇ θαλάσσιον ὕδωρ. <box>596 896 778 949</box>
side-note-left: Ἀπορρίψατε πᾶσαν ἄλλην τοιαύτην Μάρκας ὡς ἐπιβλαβεῖς ταύτης ἀντὶ Γιόχ <box>1129 1898 1207 1975</box>
article-subheading: ΣΥΝΕΔΡΙΑΣΙΣ ΤΗΣ ΕΠΙΤΡΟΠΗΣ <box>233 848 355 878</box>
table-cell: Ἐθν. Τράπεζα τῆς Ἑλλάδος. Δρ. <box>202 190 356 202</box>
table-row <box>200 215 404 227</box>
table-cell: » βιδωτὸς (Dent à pivot) <box>1120 383 1238 395</box>
table-cell: Ἑταιρ. Δημ. καὶ Δημ. ἔργων <box>202 334 336 346</box>
ad-headline: ΤΟ ΚΕΡΔΟΣ <box>1159 806 1299 831</box>
ad-headline: BON MARCHE <box>618 1517 756 1578</box>
name-list: Ἀ. Μάρκης Κονοστάντινος, Ἰω. Καποδίστριας, Σ. Η. Ἀνδρέου, Κ. Μ. Ἀλεξανδρόπουλος, Μ. Σ. Μερίνος, Σ. Κ. Μελετάκης, Α. Καρδάρης, Ι. Α. Προβατάς, Α. Σ. Μπόνας, Ν. Δεσύλλας, Ἀ. Παπαναστάσης, Μ. Πλυμίδης, Σ. Κοκκινάκης, Θ. Ζήρδης, Σ. Σωμόπλης, Γ. Τρημένης, Π. Κοιλιανός, Α. Κρέλλης. <box>400 989 584 1123</box>
ad-subheading: ΟΧΙ ΡΕΚΛΑΜΑ <box>1175 876 1283 892</box>
article-subheading: ΑΠΗΓΟΡΕΥΘΗ ΕΙΡΗΝΙΚΩΣ <box>847 286 1049 302</box>
article-text: Διὰ τὴν διάρκειαν τοῦ προνομίου, τὸ ὁποῖον θὰ ἰσχύῃ ἐπὶ πεντήκοντα ἔτη, ἡ ἑταιρία ζητεῖ ἐτησίως ἐπιχορήγησιν 15 χιλ. δραχ. Τὴν ἐπιχορήγησιν δὲ ταύτην θέλει αὐξάνει ἀναλόγως τῆς ἀναπτύξεως τῆς πόλεως. <box>596 765 778 859</box>
table-row <box>200 407 400 419</box>
article-subheading: ΠΡΟΤΑΣΕΙΣ ΓΑΛΛΙΚΗΣ ΕΤΑΙΡΙΑΣ <box>416 1264 568 1293</box>
divider <box>200 783 388 784</box>
ad-text: Ἐπ' ἀγγλιστὶ, τα ἐλέγαν οἱ πνευματικοὶ ὅταν εἶχε βρέχει ἀρίστου κατασκευῆς. <box>596 1802 778 1842</box>
denture-illustration <box>1118 451 1340 491</box>
divider <box>1118 1573 1590 1575</box>
ad-subheading: ΚΑΙ ΕΡΓΟΣΤΑΣΙΟΝ ΚΗΡΟΧΑΡΤΟΥ <box>1137 179 1321 191</box>
telegram-line: ΙΔΙΑΙΤΕΡΟΝ ΤΗΛΕΓΡΑΦΗΜΑ ΤΟΥ «ΣΚΡΙΠ» ΑΠ' ΕΥΘΕΙΑΣ <box>805 305 1091 317</box>
raincoat-ad <box>1118 1568 1590 1826</box>
table-cell: Σφραγίσματα ἄλλων τῶν εἰδῶν <box>1120 395 1274 407</box>
table-row <box>1118 372 1340 384</box>
article-subheading: Η ΦΟΡΟΛΟΓΙΑ <box>444 1908 540 1923</box>
article-headline: ΔΗΛΩΣΙΣ ΦΟΙΤΗΤΩΝ <box>413 752 571 768</box>
table-cell: 5 <box>1331 432 1338 444</box>
article-subheading: Η ΓΝΩΜΗ ΤΟΥ κ. ΜΕΡΚΟΥΡΗ <box>629 954 745 983</box>
table-cell: 125.25 <box>364 297 398 309</box>
divider <box>1118 286 1340 287</box>
article-text: Ἡ Ἑταιρία ἀπαιτεῖ ὅπως διὰ δημοτικοῦ κανονισμοῦ ὑποχρεωθῶσιν ἅπαντες οἱ κρεοπῶλαι νὰ σφάζωσι τὰ ζῶα εἰς τὰ δημοτικὰ σφαγεῖα. <box>400 1837 584 1903</box>
table-cell: Εἰκοσάφραγκον μεταλλικόν <box>202 441 338 453</box>
label-text: TABLETTES DE YOHIMBIN <box>1286 1904 1440 1915</box>
table-row <box>200 322 400 334</box>
ad-address: Ἐν Ἀθήναις Σταδίου 34. Ἐν Πειραιεῖ Φίλωνος 46. <box>1359 402 1583 426</box>
ad-text: Διὰ τοῦ θαυματουργοῦ τούτου φαρμάκου θεραπεύονται ριζικῶς ἐντὸς ὀλίγων ἡμερῶν ἅπασαι αἱ ἄσχημοι καὶ χρόνιαι βλεννορροίαι. Ἐκθέσεις εἰς τὰ Φαρμακεῖα τῆς Ἀθήνας. Ἡ φιάλη δρ. 5.50. Ἀποστέλλεται καὶ εἰς τὰς ἐπαρχίας. <box>1358 620 1584 700</box>
ad-owner: Ἐξδοκοῦμεν Νικολάου Κομικουρόπουλου. <box>625 1488 749 1513</box>
article-headline: ΡΩΣΣΙΑΣ – ΑΥΣΤΡΙΑΣ <box>811 256 1085 281</box>
article-text: Πρὸς τούτοις ἡ ἑταιρία ἐπιθυμεῖ ὅπως ὁ Δῆμος ἐπὶ τῇ ἰδίᾳ εὐθύνῃ τῆς εἰσπράξεως τοῦ ὑπὲρ τοῦ Δημοσίου καὶ δημοτικοῦ φόρου, μεταρρυθμίζων κατάλληλα τὰ τῆς προβλέψεως. Ἡ ἑταιρία νομίζει ὅτι ἡ ὁριστικὴ φορολογία εἶναι δυσανάλογος, καθόσον ἀνέρχεται 11 ὀκτ. ἐπὶ τοῦ ἑνός αἰγοπροβάτου, 3 ὀκτ. τῶν χοίρων καὶ 2 ὀκτ. τῶν βοῶν. Ἀντὶ ταύτης ἡ ἑταιρία προτείνει νὰ μεταβληθῇ ὡς ἑξῆς ἡ φορολογία: δρ. 7,50 διὰ δημόσιον καὶ 1,50 διὰ δημοτικὸν κατὰ κεφαλὴν βοῶν, ἀγελάδων καὶ μόσχων, λεπτὰ 75 διὰ δημόσιον καὶ 15 λ. διὰ δημοτικὸν ἐπὶ ἀρνίων καὶ αἰγοπροβάτων καὶ δρ. 3 διὰ δημόσιον καὶ 5,0) λεπ. διὰ τῶν χοίρων. <box>596 462 778 743</box>
divider <box>200 1796 388 1797</box>
article-heading: Δήλωσις πρὸς τοὺς φοιτητάς <box>428 254 556 284</box>
table-row <box>1118 408 1340 420</box>
table-cell: 34.70 <box>358 542 386 554</box>
table-row <box>200 466 388 478</box>
article-text: Ἐν τῷ δήμῳ Μελιτιαίας τῆς ἐπαρχίας Δωρίδος ὑπάρχει Μονὴ τῆς Ἁγίας Τριάδος ἡ «Ἀβαρήτη» τὸ ὁποῖον διὰ τὴν ἐκκλησίαν ἐπισήμως ἐξηκολουθεῖ. Ὁ Ἡγούμενος τῆς Μονῆς δημοσίευσε περιπεφαμένον αὐτῆς τὸ ὑλικόν. Ἡ Ἐπιτροπὴ ἀπεφάνθη ὅτι ἡ περιουσία τῆς Μονῆς ἀνήκει εἰς τὴν Ἐκκλησίαν. <box>789 1034 1107 1114</box>
ad-subheading: ΟΔΟΝΤΙΑΤΡΕΙΟΥ ΔΗΜΗΤΡΙΟΥ ΣΥΚΙΩΤΟΥ <box>1128 314 1330 344</box>
ad-subheading: ΕΡΓΟΣΤΑΣΙΟΝ ΚΥΤΙΩΝ <box>1136 158 1322 175</box>
ad-owner: Ν. ΒΑΚΤΑΛΟΠΟΥΛΟΥ <box>1401 722 1541 737</box>
table-cell: Τράπεζα Μιτυλήνης <box>202 251 300 263</box>
article-text: Ἐκφράζω δημοσίᾳ τὰς ἀπείρους μου εὐχαριστίας πρὸς τὸν διακριθέντα ἰατρὸν κ. Ἰωάννην Μαρκόπουλον, ὅστις μετὰ πολλῆς ἀφοσιώσεως ἐνέσκηψεν εἰς τὴν θεραπείαν τῆς θυγατρός μου. <box>789 934 1107 987</box>
table-row <box>200 346 400 358</box>
article-heading: ΣΥΛΛΗΨΙΣ ΟΜΟΓΕΝΟΥΣ <box>214 1507 374 1522</box>
ad-subheading: ΕΠΙΤΥΧΙΑ 18 ΕΤΩΝ <box>1358 534 1584 550</box>
article-text: Εἰς τὴν Κυναγορὰν ἡ Ἑταιρία ἀναλαμβάνει νὰ ἱδρύσῃ εἰδικὰ σφαγεῖα διὰ τὴν σφαγὴν τῶν ζώων πρὸς πώλησιν, ἀρνία, σταύλους, ποιμνιοστάσια, χοιροστάσια καὶ πᾶν ὅ,τι ἀπαιτεῖται πρὸς τὴν ἐμπορίαν. <box>400 1721 584 1814</box>
column-3 <box>596 130 778 2130</box>
table-cell: 5—15 <box>1310 395 1338 407</box>
table-cell: 59.25 <box>374 214 403 226</box>
column-5 <box>1118 130 1340 1565</box>
